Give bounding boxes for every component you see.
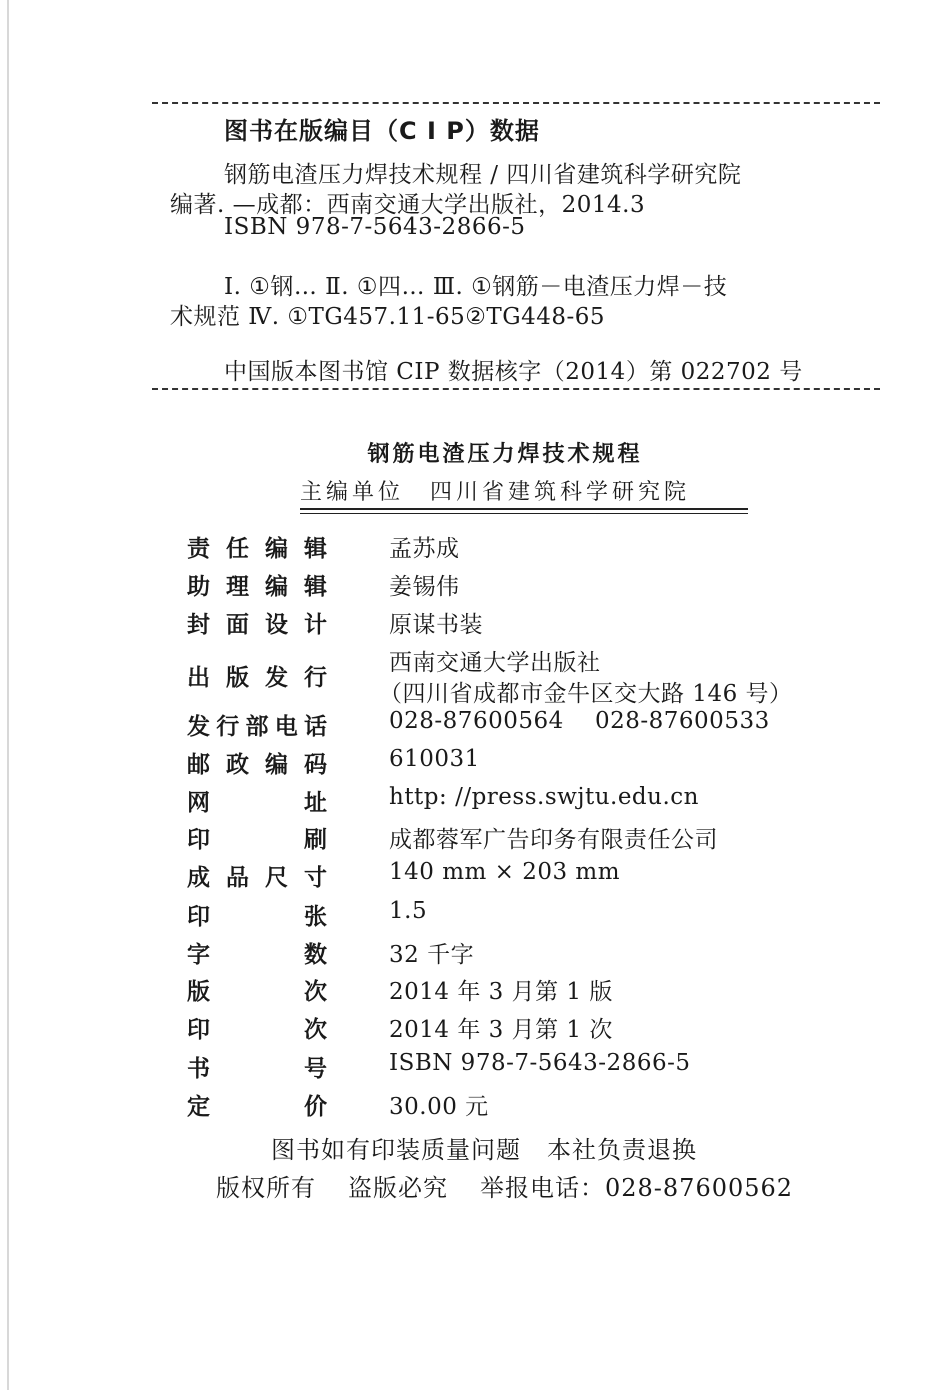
cip-line-2: 编著. —成都：西南交通大学出版社，2014.3	[170, 192, 646, 218]
info-value: 1.5	[389, 898, 428, 924]
info-value: 姜锡伟	[389, 574, 460, 600]
footer-copyright	[216, 1168, 793, 1203]
info-row-printer	[0, 821, 950, 857]
info-row-responsible-editor	[0, 530, 950, 566]
cip-line-4: Ⅰ. ①钢… Ⅱ. ①四… Ⅲ. ①钢筋－电渣压力焊－技	[224, 274, 728, 300]
title-double-rule	[300, 508, 748, 514]
info-label: 责任编辑	[187, 536, 327, 562]
info-label: 出版发行	[187, 665, 327, 691]
info-value: 2014 年 3 月第 1 次	[389, 1017, 613, 1043]
info-label: 发行部电话	[187, 714, 327, 740]
cip-bottom-divider	[152, 388, 880, 390]
info-value: 32 千字	[389, 942, 475, 968]
info-label: 成品尺寸	[187, 865, 327, 891]
cip-line-5: 术规范 Ⅳ. ①TG457.11-65②TG448-65	[170, 304, 606, 330]
cip-title: 图书在版编目（C I P）数据	[224, 117, 540, 145]
info-label: 助理编辑	[187, 574, 327, 600]
info-value: 140 mm × 203 mm	[389, 859, 621, 885]
info-label: 印刷	[187, 827, 327, 853]
info-row-edition	[0, 973, 950, 1009]
cip-line-6: 中国版本图书馆 CIP 数据核字（2014）第 022702 号	[224, 359, 803, 385]
publisher-address: （四川省成都市金牛区交大路 146 号）	[379, 681, 793, 707]
footer-return-text: 本社负责退换	[547, 1136, 697, 1164]
footer-quality-text: 图书如有印装质量问题	[271, 1136, 521, 1164]
info-row-size	[0, 859, 950, 895]
info-label: 网址	[187, 790, 327, 816]
info-row-cover-design	[0, 606, 950, 642]
info-label: 定价	[187, 1094, 327, 1120]
footer-rights-text: 版权所有	[216, 1174, 316, 1202]
info-row-postcode	[0, 746, 950, 782]
info-row-sales-phone	[0, 708, 950, 744]
info-value: 2014 年 3 月第 1 版	[389, 979, 613, 1005]
cip-top-divider	[152, 102, 880, 104]
book-title: 钢筋电渣压力焊技术规程	[367, 442, 643, 467]
editor-unit	[300, 475, 690, 506]
info-row-website	[0, 784, 950, 820]
cip-line-1: 钢筋电渣压力焊技术规程 / 四川省建筑科学研究院	[224, 162, 742, 188]
footer-quality-notice	[271, 1130, 697, 1165]
editor-unit-value: 四川省建筑科学研究院	[430, 480, 691, 505]
info-label: 封面设计	[187, 612, 327, 638]
info-row-word-count	[0, 936, 950, 972]
info-value: 西南交通大学出版社	[389, 650, 601, 676]
info-row-publisher	[0, 644, 950, 710]
info-value: 成都蓉军广告印务有限责任公司	[389, 827, 718, 853]
footer-report-phone: 举报电话：028-87600562	[480, 1174, 794, 1202]
info-row-isbn	[0, 1050, 950, 1086]
info-label: 书号	[187, 1056, 327, 1082]
info-value: 028-87600564 028-87600533	[389, 708, 770, 734]
info-label: 印张	[187, 904, 327, 930]
info-label: 印次	[187, 1017, 327, 1043]
info-value: http: //press.swjtu.edu.cn	[389, 784, 699, 810]
info-row-sheets	[0, 898, 950, 934]
info-label: 邮政编码	[187, 752, 327, 778]
info-label: 字数	[187, 942, 327, 968]
info-row-printing	[0, 1011, 950, 1047]
info-value: ISBN 978-7-5643-2866-5	[389, 1050, 691, 1076]
info-label: 版次	[187, 979, 327, 1005]
info-value: 610031	[389, 746, 480, 772]
info-row-assistant-editor	[0, 568, 950, 604]
info-value: 原谋书装	[389, 612, 483, 638]
editor-unit-label: 主编单位	[300, 480, 405, 505]
info-value: 30.00 元	[389, 1094, 489, 1120]
footer-piracy-text: 盗版必究	[348, 1174, 448, 1202]
info-value: 孟苏成	[389, 536, 460, 562]
cip-line-3: ISBN 978-7-5643-2866-5	[224, 214, 526, 240]
info-row-price	[0, 1088, 950, 1124]
